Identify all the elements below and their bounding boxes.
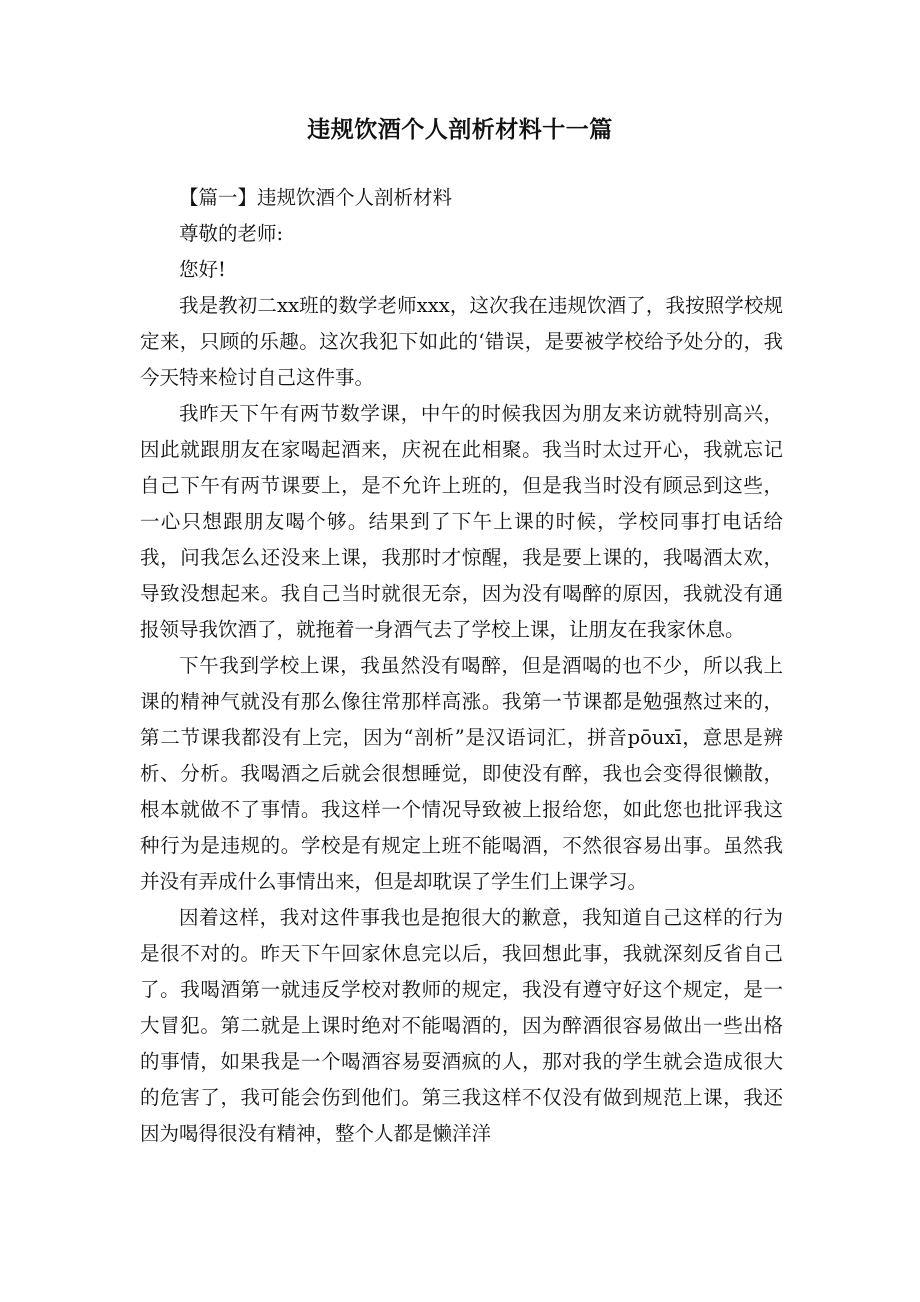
paragraph: 下午我到学校上课，我虽然没有喝醉，但是酒喝的也不少，所以我上课的精神气就没有那么像往常那样高涨。我第一节课都是勉强熬过来的，第二节课我都没有上完，因为“剖析”是汉语词汇，拼音pōuxī，意思是辨析、分析。我喝酒之后就会很想睡觉，即使没有醉，我也会变得很懒散，根本就做不了事情。我这样一个情况导致被上报给您，如此您也批评我这种行为是违规的。学校是有规定上班不能喝酒，不然很容易出事。虽然我并没有弄成什么事情出来，但是却耽误了学生们上课学习。	[140, 654, 783, 893]
document-title: 违规饮酒个人剖析材料十一篇	[307, 117, 613, 143]
salutation: 尊敬的老师:	[179, 222, 284, 245]
paragraph: 我昨天下午有两节数学课，中午的时候我因为朋友来访就特别高兴，因此就跟朋友在家喝起酒来，庆祝在此相聚。我当时太过开心，我就忘记自己下午有两节课要上，是不允许上班的，但是我当时没有顾忌到这些，一心只想跟朋友喝个够。结果到了下午上课的时候，学校同事打电话给我，问我怎么还没来上课，我那时才惊醒，我是要上课的，我喝酒太欢，导致没想起来。我自己当时就很无奈，因为没有喝醉的原因，我就没有通报领导我饮酒了，就拖着一身酒气去了学校上课，让朋友在我家休息。	[140, 402, 783, 641]
section-heading: 【篇一】违规饮酒个人剖析材料	[179, 186, 453, 209]
paragraph: 因着这样，我对这件事我也是抱很大的歉意，我知道自己这样的行为是很不对的。昨天下午回家休息完以后，我回想此事，我就深刻反省自己了。我喝酒第一就违反学校对教师的规定，我没有遵守好这个规定，是一大冒犯。第二就是上课时绝对不能喝酒的，因为醉酒很容易做出一些出格的事情，如果我是一个喝酒容易耍酒疯的人，那对我的学生就会造成很大的危害了，我可能会伤到他们。第三我这样不仅没有做到规范上课，我还因为喝得很没有精神，整个人都是懒洋洋	[140, 906, 783, 1145]
document-body	[140, 180, 783, 1152]
greeting: 您好!	[179, 258, 226, 281]
paragraph: 我是教初二xx班的数学老师xxx，这次我在违规饮酒了，我按照学校规定来，只顾的乐趣。这次我犯下如此的‘错误，是要被学校给予处分的，我今天特来检讨自己这件事。	[140, 294, 783, 389]
